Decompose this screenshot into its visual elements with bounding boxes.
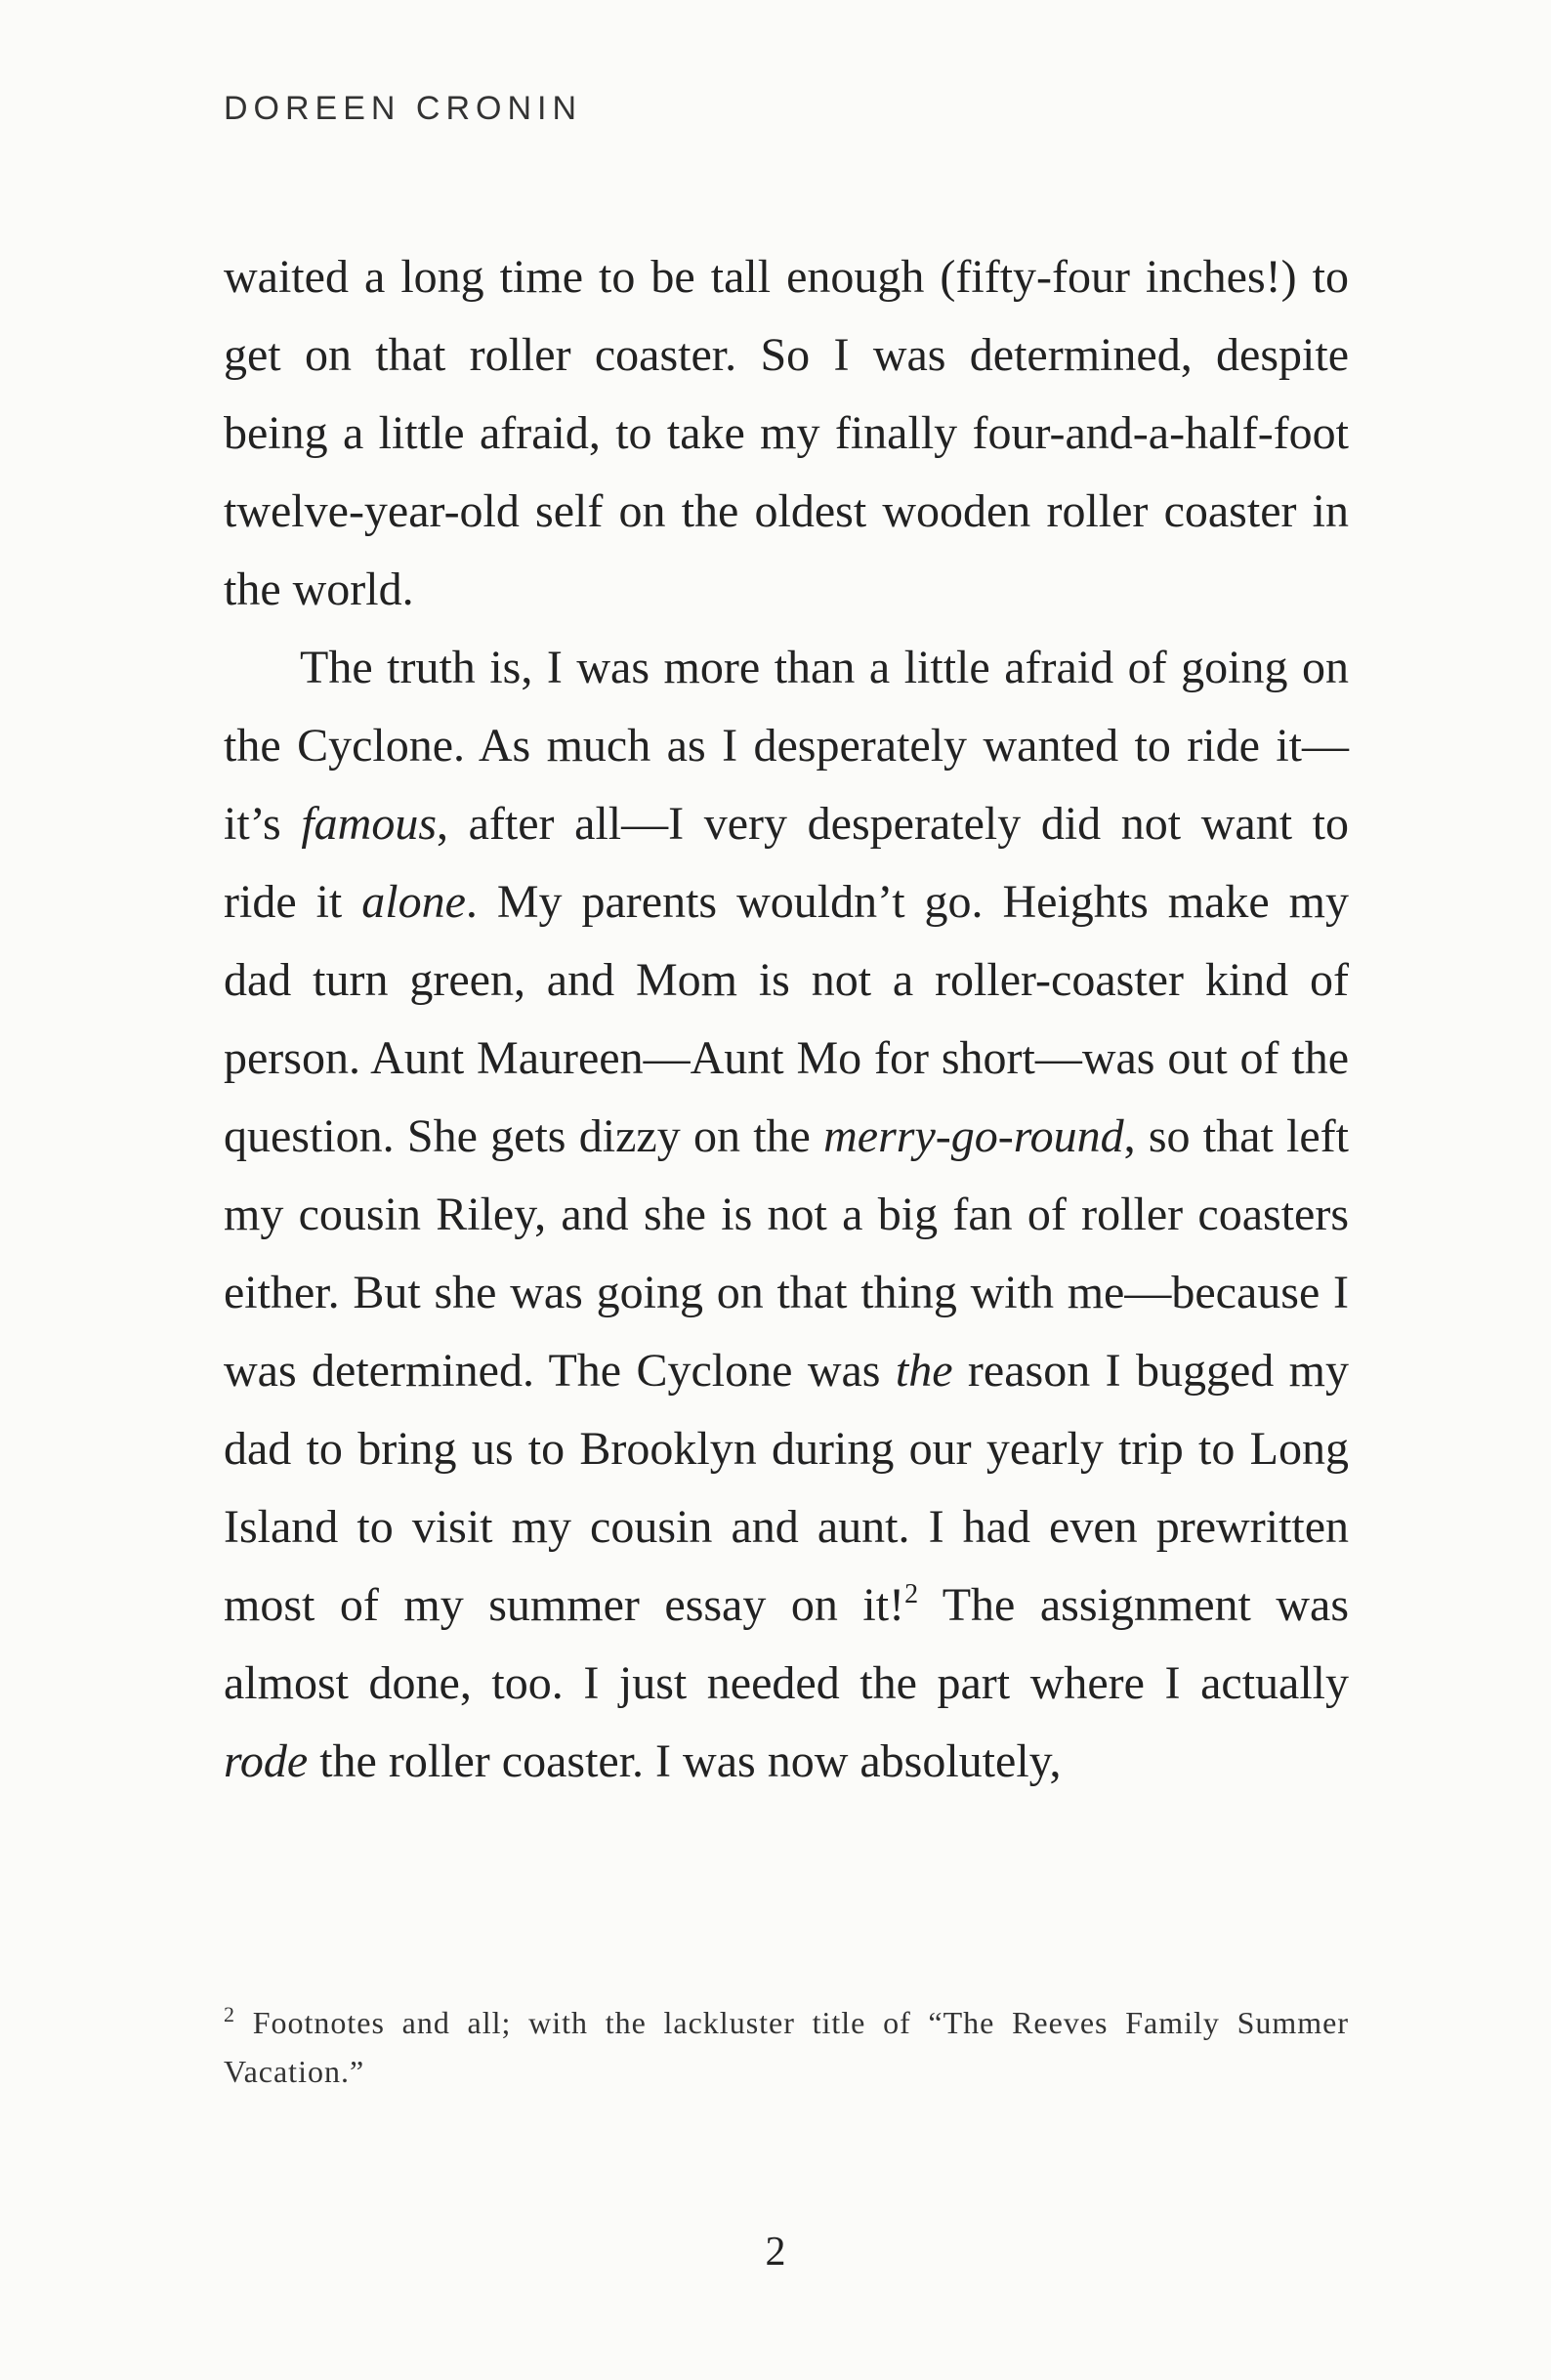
body-text (224, 238, 1349, 1801)
footnote (224, 1998, 1349, 2096)
footnote-marker: 2 (224, 2002, 235, 2026)
italic-alone: alone (361, 876, 466, 928)
paragraph-1: waited a long time to be tall enough (fifty-four inches!) to get on that roller coaster. So I was determined, despite being a little afraid, to take my finally four-and-a-half-foot twelve-year-old self on the oldest wooden roller coaster in the world. (224, 251, 1349, 615)
text-run: reason I bugged my dad to bring us to Brooklyn during our yearly trip to Long Island to visit my cousin and aunt. I had even prewritten most of my summer essay on it! (224, 1345, 1349, 1631)
italic-the: the (895, 1345, 953, 1397)
text-run: , so that left my cousin Riley, and she is not a big fan of roller coasters either. But she was going on that thing with me—because I was determined. The Cyclone was (224, 1110, 1349, 1397)
text-run: The truth is, I was more than a little afraid of going on the Cyclone. As much as I desperately wanted to ride it—it’s (224, 642, 1349, 850)
italic-merry-go-round: merry-go-round (823, 1110, 1124, 1162)
paragraph-2 (224, 629, 1349, 1801)
text-run: The assignment was almost done, too. I just needed the part where I actually (224, 1579, 1350, 1709)
running-head-author: DOREEN CRONIN (224, 90, 583, 127)
page-number: 2 (765, 2230, 786, 2275)
text-run: , after all—I very desperately did not want to ride it (224, 798, 1350, 928)
footnote-reference[interactable]: 2 (904, 1579, 919, 1609)
italic-rode: rode (224, 1735, 309, 1787)
footnote-text: Footnotes and all; with the lackluster title of “The Reeves Family Summer Vacation.” (224, 2005, 1349, 2089)
italic-famous: famous (301, 798, 437, 850)
text-run: the roller coaster. I was now absolutely, (308, 1735, 1062, 1787)
text-run: . My parents wouldn’t go. Heights make my dad turn green, and Mom is not a roller-coaster kind of person. Aunt Maureen—Aunt Mo for short—was out of the question. She gets dizzy on the (224, 876, 1349, 1162)
